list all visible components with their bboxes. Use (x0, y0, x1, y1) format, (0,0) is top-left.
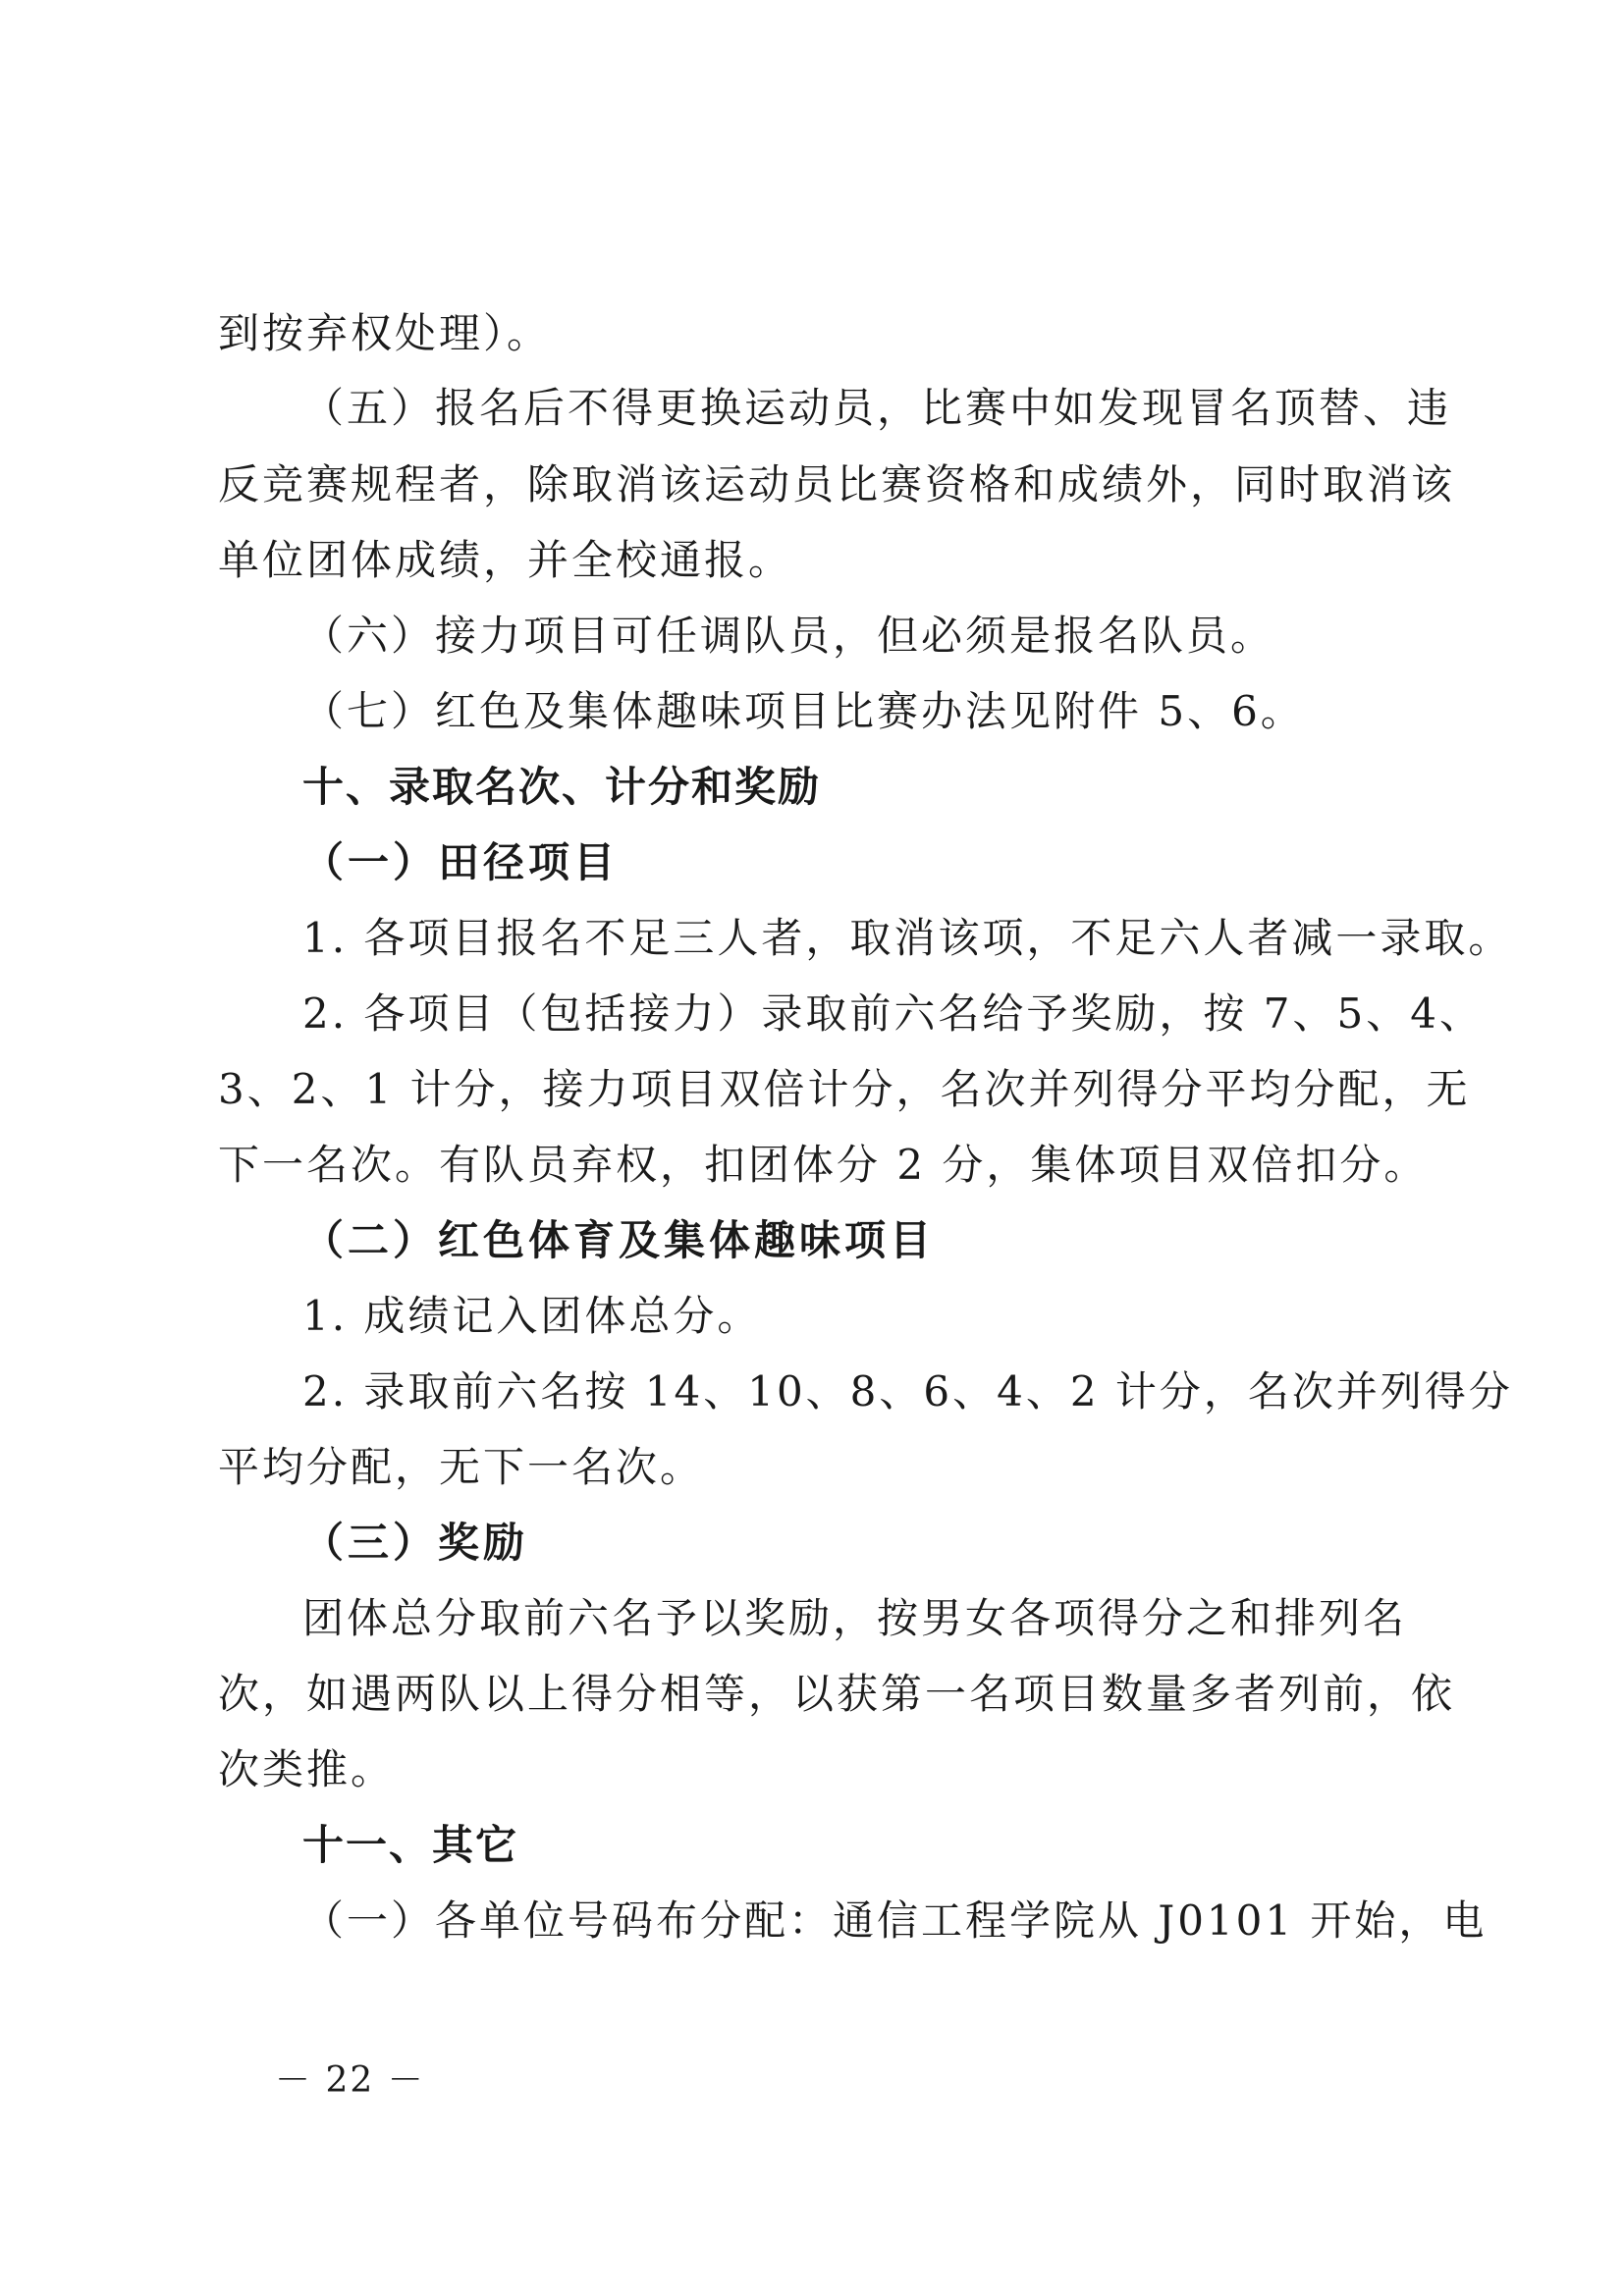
text-line-20: 次类推。 (218, 1745, 396, 1793)
section-heading-11: 十一、其它 (302, 1821, 519, 1869)
text-line-1: 到按弃权处理）。 (218, 309, 552, 357)
subsection-heading-track-field: （一）田径项目 (302, 838, 620, 886)
text-line-15: 2. 录取前六名按 14、10、8、6、4、2 计分，名次并列得分 (302, 1367, 1513, 1415)
section-heading-10: 十、录取名次、计分和奖励 (302, 763, 822, 811)
text-line-18: 团体总分取前六名予以奖励，按男女各项得分之和排列名 (302, 1594, 1408, 1642)
page-number: － 22 － (275, 2060, 425, 2101)
text-line-5: （六）接力项目可任调队员，但必须是报名队员。 (302, 612, 1275, 660)
text-line-12: 下一名次。有队员弃权，扣团体分 2 分，集体项目双倍扣分。 (218, 1141, 1429, 1189)
text-line-19: 次，如遇两队以上得分相等，以获第一名项目数量多者列前，依 (218, 1670, 1456, 1718)
text-line-16: 平均分配，无下一名次。 (218, 1443, 705, 1491)
subsection-heading-red-sports: （二）红色体育及集体趣味项目 (302, 1216, 936, 1264)
text-line-6: （七）红色及集体趣味项目比赛办法见附件 5、6。 (302, 687, 1305, 735)
text-line-2: （五）报名后不得更换运动员，比赛中如发现冒名顶替、违 (302, 384, 1452, 432)
text-line-10: 2. 各项目（包括接力）录取前六名给予奖励，按 7、5、4、 (302, 989, 1484, 1038)
subsection-heading-awards: （三）奖励 (302, 1519, 529, 1567)
text-line-3: 反竞赛规程者，除取消该运动员比赛资格和成绩外，同时取消该 (218, 460, 1456, 508)
text-line-4: 单位团体成绩，并全校通报。 (218, 536, 793, 584)
text-line-11: 3、2、1 计分，接力项目双倍计分，名次并列得分平均分配，无 (218, 1065, 1471, 1113)
text-line-22: （一）各单位号码布分配：通信工程学院从 J0101 开始，电 (302, 1896, 1488, 1945)
text-line-14: 1. 成绩记入团体总分。 (302, 1292, 762, 1340)
text-line-9: 1. 各项目报名不足三人者，取消该项，不足六人者减一录取。 (302, 914, 1513, 962)
